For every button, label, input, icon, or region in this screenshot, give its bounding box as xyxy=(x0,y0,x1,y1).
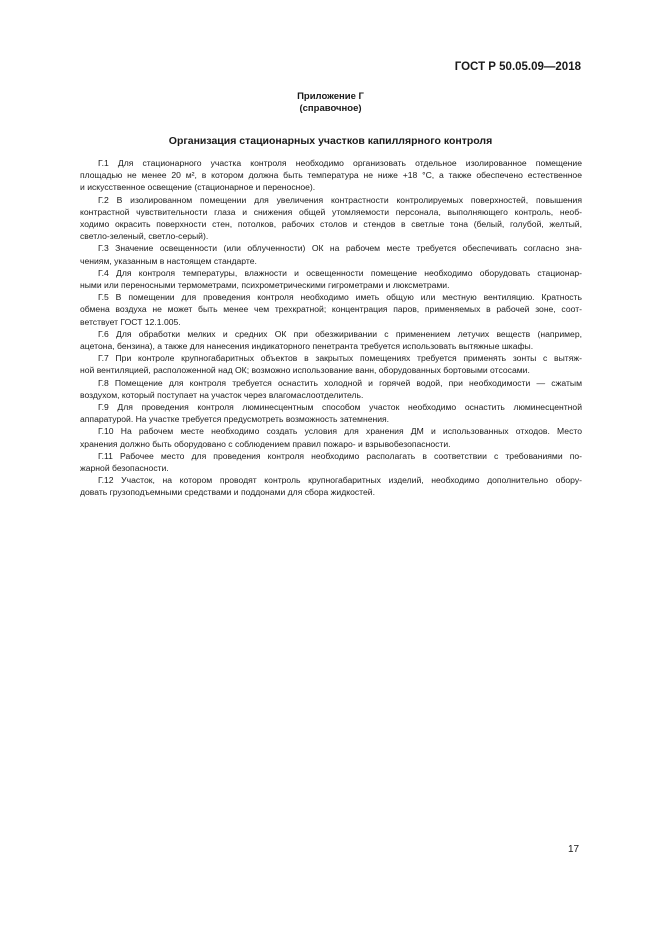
text-line: контрастной чувствительности глаза и снижения общей утомляемости персонала, выполняющего контроль, необ- xyxy=(80,206,582,217)
text-line: ходимо окрасить поверхности стен, потолков, рабочих столов и стендов в светлые тона (белый, голубой, желтый, xyxy=(80,219,582,230)
text-line: жарной безопасности. xyxy=(80,463,169,474)
paragraph xyxy=(80,474,582,498)
text-line: довать грузоподъемными средствами и поддонами для сбора жидкостей. xyxy=(80,487,375,498)
paragraph xyxy=(80,401,582,425)
text-line: Г.7 При контроле крупногабаритных объектов в закрытых помещениях требуется применять зонты с вытяж- xyxy=(98,353,582,364)
text-line: хранения должно быть оборудовано с соблюдением правил пожаро- и взрывобезопасности. xyxy=(80,438,451,449)
text-line: ацетона, бензина), а также для нанесения индикаторного пенетранта требуется использовать вытяжные шкафы. xyxy=(80,341,534,352)
appendix-label: Приложение Г xyxy=(297,91,364,102)
text-line: Г.4 Для контроля температуры, влажности и освещенности помещение необходимо оборудовать стационар- xyxy=(98,267,582,278)
text-line: Г.1 Для стационарного участка контроля необходимо организовать отдельное изолированное помещение xyxy=(98,158,582,168)
paragraph xyxy=(80,450,582,474)
text-line: ной вентиляцией, расположенной над ОК; возможно использование ванн, оборудованных бортовыми отсосами. xyxy=(80,365,530,376)
text-line: Г.11 Рабочее место для проведения контроля необходимо располагать в соответствии с требованиями по- xyxy=(98,450,582,461)
text-line: Г.10 На рабочем месте необходимо создать условия для хранения ДМ и использованных отходов. Место xyxy=(98,426,582,437)
text-line: аппаратурой. На участке требуется предусмотреть возможность затемнения. xyxy=(80,414,390,425)
text-line: Г.2 В изолированном помещении для увеличения контрастности контролируемых поверхностей, повышения xyxy=(98,194,582,205)
text-line: Г.3 Значение освещенности (или облученности) ОК на рабочем месте требуется обеспечивать согласно зна- xyxy=(98,243,582,254)
paragraph xyxy=(80,425,582,449)
paragraph xyxy=(80,242,582,266)
page-number: 17 xyxy=(568,844,580,855)
appendix-type: (справочное) xyxy=(299,103,362,114)
paragraph xyxy=(80,157,582,194)
text-line: светло-зеленый, светло-серый). xyxy=(80,231,209,242)
page-title: Организация стационарных участков капиллярного контроля xyxy=(168,135,493,147)
text-line: чениям, указанным в настоящем стандарте. xyxy=(80,255,257,266)
paragraph xyxy=(80,291,582,328)
text-line: ветствует ГОСТ 12.1.005. xyxy=(80,316,181,327)
paragraph xyxy=(80,352,582,376)
text-line: Г.8 Помещение для контроля требуется оснастить холодной и горячей водой, при необходимости — сжатым xyxy=(98,377,582,388)
paragraph xyxy=(80,328,582,352)
text-line: воздухом, который поступает на участок через влагомаслоотделитель. xyxy=(80,389,364,400)
standard-number: ГОСТ Р 50.05.09—2018 xyxy=(454,61,581,73)
text-line: обмена воздуха не может быть менее чем трехкратной; концентрация паров, применяемых в рабочей зоне, соот- xyxy=(80,304,582,315)
text-line: площадью не менее 20 м², в котором должна быть температура не ниже +18 °С, а также обеспечено естественное xyxy=(80,170,582,181)
text-line: Г.12 Участок, на котором проводят контроль крупногабаритных изделий, необходимо дополнительно обору- xyxy=(98,475,582,486)
paragraph xyxy=(80,194,582,243)
text-line: ными или переносными термометрами, психрометрическими гигрометрами и люксметрами. xyxy=(80,280,450,291)
text-line: Г.5 В помещении для проведения контроля необходимо иметь общую или местную вентиляцию. Кратность xyxy=(98,292,582,303)
text-line: Г.9 Для проведения контроля люминесцентным способом участок необходимо оснастить люминесцентной xyxy=(98,402,582,413)
text-line: Г.6 Для обработки мелких и средних ОК при обезжиривании с применением летучих веществ (например, xyxy=(98,328,582,339)
paragraph xyxy=(80,267,582,291)
document-body xyxy=(80,157,582,499)
text-line: и искусственное освещение (стационарное и переносное). xyxy=(80,182,316,193)
paragraph xyxy=(80,377,582,401)
